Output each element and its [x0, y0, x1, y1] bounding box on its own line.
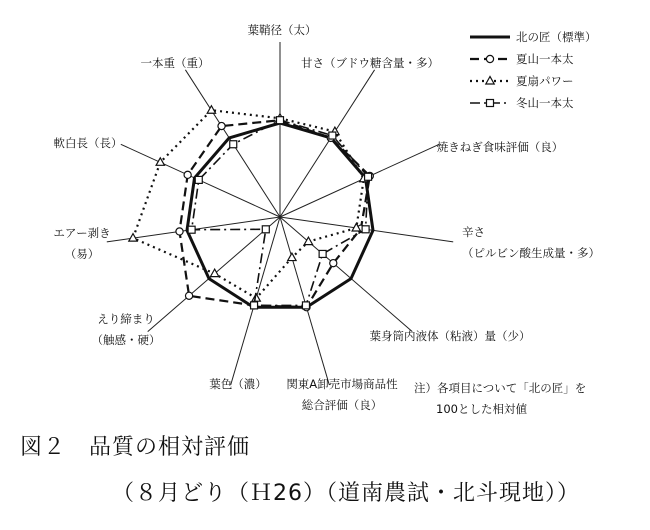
spoke-5	[280, 217, 412, 332]
series-4-point-6	[302, 302, 309, 309]
axis-label-11: 一本重（重）	[140, 56, 210, 70]
legend-label-3: 夏扇パワー	[516, 74, 574, 88]
legend-label-4: 冬山一本太	[516, 96, 574, 110]
series-4-point-5	[319, 250, 326, 257]
axis-label-9: エアー剥き（易）	[53, 226, 111, 261]
legend-item-3	[470, 74, 574, 88]
legend-item-1	[470, 30, 597, 44]
axis-label-2: 甘さ（ブドウ糖含量・多）	[301, 56, 439, 70]
legend	[470, 30, 597, 110]
footnote	[414, 381, 586, 416]
axis-label-4: 辛さ（ピルビン酸生成量・多）	[462, 225, 600, 260]
axis-label-5: 葉身筒内液体（粘液）量（少）	[369, 329, 531, 343]
series-2-point-11	[218, 122, 225, 129]
figure-caption-subtitle: （８月どり（Ｈ26）（道南農試・北斗現地））	[112, 481, 580, 506]
legend-item-2	[470, 52, 574, 66]
axis-label-7: 葉色（濃）	[209, 377, 267, 391]
series-2-point-10	[184, 171, 191, 178]
footnote-line-1: 注）各項目について「北の匠」を	[414, 381, 587, 395]
legend-marker-4	[487, 100, 494, 107]
legend-marker-2	[486, 55, 493, 62]
series-2-point-9	[176, 228, 183, 235]
series-4-point-7	[251, 302, 258, 309]
legend-marker-3	[486, 77, 494, 85]
axis-label-1: 葉鞘径（太）	[247, 23, 317, 37]
legend-item-4	[470, 96, 574, 110]
legend-label-1: 北の匠（標準）	[516, 30, 597, 44]
axis-label-3: 焼きねぎ食味評価（良）	[436, 140, 564, 154]
legend-label-2: 夏山一本太	[516, 52, 574, 66]
series-2-point-8	[185, 292, 192, 299]
series-4-point-2	[329, 132, 336, 139]
series-4-point-3	[365, 173, 372, 180]
axis-label-8: えり締まり（触感・硬）	[91, 312, 161, 347]
axis-label-6: 関東A卸売市場商品性総合評価（良）	[286, 377, 398, 412]
spoke-6	[280, 217, 329, 385]
footnote-line-2: 100とした相対値	[436, 402, 527, 416]
series-3-point-5	[304, 237, 312, 245]
figure-caption-title: 図２ 品質の相対評価	[20, 435, 251, 460]
series-4-point-8	[262, 226, 269, 233]
series-2-point-5	[330, 260, 337, 267]
series-3-point-8	[210, 269, 218, 277]
series-4-point-4	[362, 226, 369, 233]
axis-label-10: 軟白長（長）	[53, 136, 123, 150]
series-4-point-11	[230, 141, 237, 148]
series-4-point-9	[188, 226, 195, 233]
radar-series-layer	[129, 106, 374, 311]
series-4-point-1	[277, 117, 284, 124]
series-4-point-10	[195, 176, 202, 183]
